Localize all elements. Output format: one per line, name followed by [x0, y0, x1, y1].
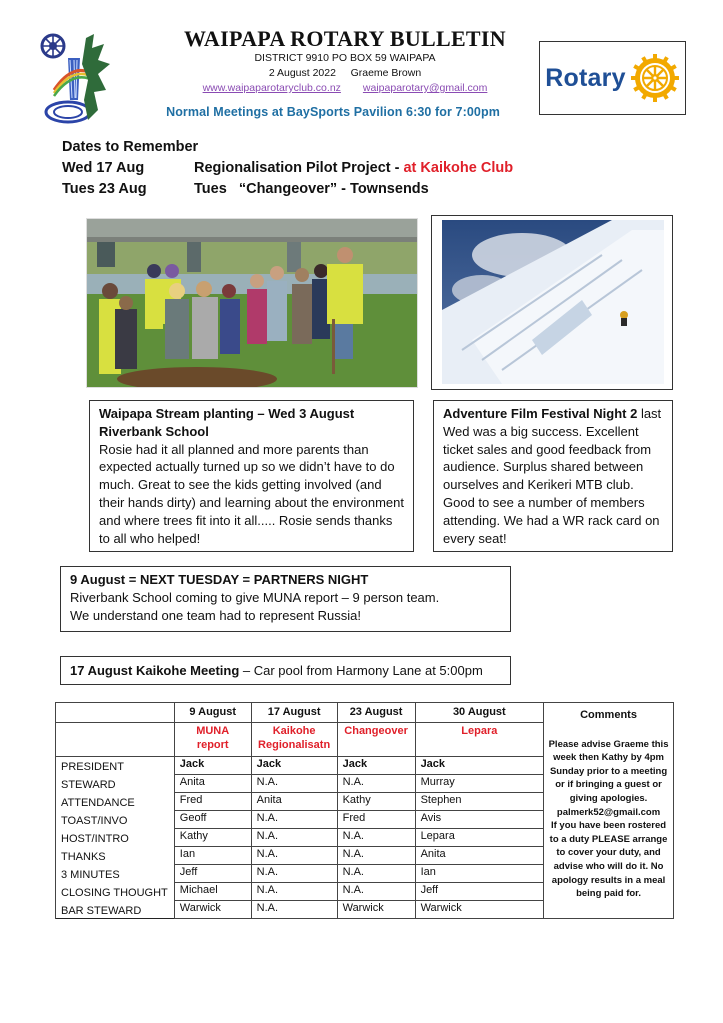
- roster-role: CLOSING THOUGHT: [56, 883, 175, 901]
- planting-body: Rosie had it all planned and more parents than expected actually turned up so we didn’t have to do much. Great to see the kids getting involved (and their hands dirty) and learning about the environment and where trees fit into it all..... Rosie sends thanks to all who helped!: [99, 441, 404, 546]
- comments-text: by 4pm Sunday prior to a meeting or if bringing a guest or giving apologies.: [549, 752, 668, 804]
- roster-cell: Fred: [174, 793, 251, 811]
- meeting-info: Normal Meetings at BaySports Pavilion 6:30 for 7:00pm: [166, 105, 500, 119]
- club-logo: [38, 30, 116, 130]
- roster-date-row: [56, 703, 674, 723]
- roster-comments: [544, 703, 674, 919]
- partners-line-1: Riverbank School coming to give MUNA report – 9 person team.: [70, 589, 440, 605]
- comments-contact-name: Kathy: [601, 752, 629, 764]
- kaikohe-title: 17 August Kaikohe Meeting: [70, 663, 240, 678]
- rotary-wordmark: Rotary: [545, 63, 626, 92]
- roster-cell: N.A.: [337, 829, 415, 847]
- roster-cell: N.A.: [251, 865, 337, 883]
- roster-role: THANKS: [56, 847, 175, 865]
- date-label: Tues 23 Aug: [62, 181, 147, 197]
- roster-cell: Jack: [415, 757, 544, 775]
- roster-cell: Jeff: [174, 865, 251, 883]
- issue-line: [160, 67, 530, 79]
- roster-role: TOAST/INVO: [56, 811, 175, 829]
- roster-cell: Warwick: [174, 901, 251, 919]
- roster-date-header: 9 August: [174, 703, 251, 723]
- roster-cell: N.A.: [251, 901, 337, 919]
- roster-cell: Jeff: [415, 883, 544, 901]
- roster-cell: Murray: [415, 775, 544, 793]
- roster-cell: Stephen: [415, 793, 544, 811]
- roster-event: Lepara: [415, 723, 544, 757]
- bulletin-title: WAIPAPA ROTARY BULLETIN: [184, 26, 506, 51]
- roster-cell: Fred: [337, 811, 415, 829]
- dates-heading: Dates to Remember: [62, 139, 199, 155]
- email-link[interactable]: waipaparotary@gmail.com: [362, 82, 488, 94]
- date-highlight: at Kaikohe Club: [403, 160, 514, 176]
- roster-date-header: 23 August: [337, 703, 415, 723]
- date-item: [62, 158, 513, 179]
- partners-title: 9 August = NEXT TUESDAY = PARTNERS NIGHT: [70, 572, 369, 587]
- date-desc: Tues “Changeover” - Townsends: [194, 181, 429, 197]
- kaikohe-body: – Car pool from Harmony Lane at 5:00pm: [239, 663, 483, 678]
- date-item: [62, 179, 513, 200]
- film-body: last Wed was a big success. Excellent ticket sales and good feedback from audience. Surplus shared between ourselves and Kerikeri MTB club. Good to see a number of members attending. We had a WR rack card on every seat!: [443, 406, 662, 546]
- dates-to-remember: [62, 137, 513, 200]
- issue-date: 2 August 2022: [268, 67, 336, 79]
- roster-role: STEWARD: [56, 775, 175, 793]
- comments-policy: If you have been rostered to a duty PLEASE arrange to cover your duty, and advise who will do it. No apology results in a meal being paid for.: [549, 820, 668, 900]
- ski-mountaineering-photo: [442, 220, 664, 384]
- roster-cell: N.A.: [251, 829, 337, 847]
- roster-cell: N.A.: [251, 775, 337, 793]
- roster-role: PRESIDENT: [56, 757, 175, 775]
- kaikohe-meeting-notice: [60, 656, 511, 685]
- roster-cell: Lepara: [415, 829, 544, 847]
- roster-cell: Anita: [415, 847, 544, 865]
- roster-role: BAR STEWARD: [56, 901, 175, 919]
- comments-email[interactable]: palmerk52@gmail.com: [556, 806, 661, 818]
- comments-title: Comments: [580, 709, 637, 721]
- roster-cell: Jack: [251, 757, 337, 775]
- roster-cell: N.A.: [337, 865, 415, 883]
- roster-cell: N.A.: [337, 847, 415, 865]
- roster-corner-cell: [56, 703, 175, 723]
- roster-cell: Anita: [251, 793, 337, 811]
- district-line: DISTRICT 9910 PO BOX 59 WAIPAPA: [254, 52, 436, 64]
- date-label: Wed 17 Aug: [62, 160, 145, 176]
- film-title: Adventure Film Festival Night 2: [443, 406, 638, 421]
- roster-cell: Kathy: [337, 793, 415, 811]
- date-desc: Regionalisation Pilot Project -: [194, 160, 404, 176]
- duty-roster-table: [55, 702, 674, 919]
- roster-role: HOST/INTRO: [56, 829, 175, 847]
- roster-blank-cell: [56, 723, 175, 757]
- roster-cell: Ian: [174, 847, 251, 865]
- comments-text: Please advise Graeme this week then: [548, 738, 669, 764]
- date-text: [194, 158, 513, 179]
- roster-cell: N.A.: [337, 883, 415, 901]
- roster-cell: Kathy: [174, 829, 251, 847]
- roster-cell: Ian: [415, 865, 544, 883]
- roster-cell: Michael: [174, 883, 251, 901]
- roster-cell: Geoff: [174, 811, 251, 829]
- roster-date-header: 30 August: [415, 703, 544, 723]
- roster-cell: Avis: [415, 811, 544, 829]
- roster-event: MUNA report: [174, 723, 251, 757]
- roster-cell: Jack: [337, 757, 415, 775]
- roster-cell: N.A.: [251, 811, 337, 829]
- roster-cell: Jack: [174, 757, 251, 775]
- planting-title: Waipapa Stream planting – Wed 3 August: [99, 406, 355, 421]
- film-festival-story: [433, 400, 673, 552]
- roster-event: Kaikohe Regionalisatn: [251, 723, 337, 757]
- rotary-wheel-icon: [630, 53, 680, 103]
- partners-night-notice: [60, 566, 511, 632]
- roster-cell: Warwick: [415, 901, 544, 919]
- roster-event: Changeover: [337, 723, 415, 757]
- rotary-logo: [539, 41, 686, 115]
- roster-date-header: 17 August: [251, 703, 337, 723]
- roster-role: ATTENDANCE: [56, 793, 175, 811]
- waterfall-logo-icon: [38, 30, 116, 130]
- roster-cell: N.A.: [251, 883, 337, 901]
- planting-subtitle: Riverbank School: [99, 423, 209, 439]
- contact-links: [165, 82, 525, 94]
- roster-cell: N.A.: [251, 847, 337, 865]
- roster-cell: Warwick: [337, 901, 415, 919]
- roster-cell: N.A.: [337, 775, 415, 793]
- partners-line-2: We understand one team had to represent Russia!: [70, 607, 361, 623]
- website-link[interactable]: www.waipaparotaryclub.co.nz: [202, 82, 341, 94]
- planting-story: [89, 400, 414, 552]
- roster-cell: Anita: [174, 775, 251, 793]
- stream-planting-photo: [86, 218, 418, 388]
- editor-name: Graeme Brown: [350, 67, 422, 79]
- roster-role: 3 MINUTES: [56, 865, 175, 883]
